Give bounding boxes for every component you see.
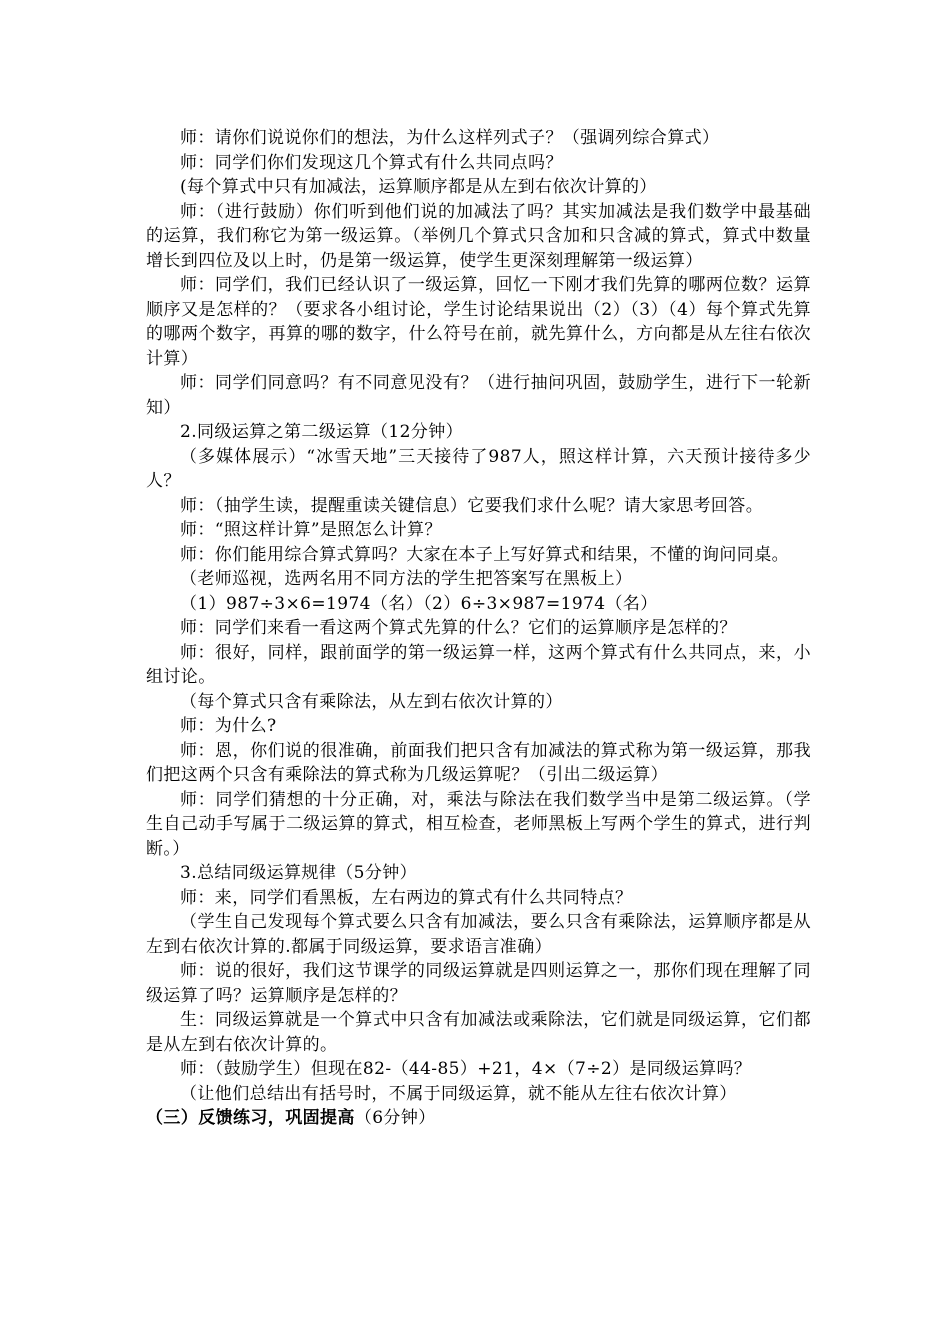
section-subtitle: 2.同级运算之第二级运算（12分钟） (180, 422, 464, 442)
paragraph: 师：同学们你们发现这几个算式有什么共同点吗？ (180, 152, 563, 173)
paragraph: 师：“照这样计算”是照怎么计算？ (180, 520, 442, 540)
paragraph: （学生自己发现每个算式要么只含有加减法，要么只含有乘除法，运算顺序都是从左到右依次计算的.都属于同级运算，要求语言准确） (146, 912, 811, 957)
paragraph: 生：同级运算就是一个算式中只含有加减法或乘除法，它们就是同级运算，它们都是从左到右依次计算的。 (146, 1010, 811, 1055)
paragraph: 师：同学们猜想的十分正确，对，乘法与除法在我们数学当中是第二级运算。（学生自己动手写属于二级运算的算式，相互检查，老师黑板上写两个学生的算式，进行判断。） (146, 789, 811, 859)
paragraph: (每个算式中只有加减法，运算顺序都是从左到右依次计算的） (180, 177, 657, 197)
paragraph: 师：说的很好，我们这节课学的同级运算就是四则运算之一，那你们现在理解了同级运算了吗？运算顺序是怎样的？ (146, 961, 811, 1006)
paragraph: 师：同学们同意吗？有不同意见没有？（进行抽问巩固，鼓励学生，进行下一轮新知） (146, 373, 811, 418)
paragraph: 师：你们能用综合算式算吗？大家在本子上写好算式和结果，不懂的询问同桌。 (180, 544, 789, 565)
paragraph: 师：（抽学生读，提醒重读关键信息）它要我们求什么呢？请大家思考回答。 (180, 495, 764, 516)
paragraph: （老师巡视，选两名用不同方法的学生把答案写在黑板上） (180, 569, 633, 589)
paragraph: 师：（鼓励学生）但现在82-（44-85）+21，4×（7÷2）是同级运算吗？ (180, 1059, 752, 1079)
section-heading-bold: （三）反馈练习，巩固提高 (146, 1108, 355, 1128)
paragraph: 师：请你们说说你们的想法，为什么这样列式子？（强调列综合算式） (180, 128, 720, 148)
paragraph: （多媒体展示）“冰雪天地”三天接待了987人，照这样计算，六天预计接待多少人？ (146, 446, 811, 491)
lesson-plan-body (146, 126, 811, 1131)
paragraph: 师：同学们来看一看这两个算式先算的什么？它们的运算顺序是怎样的？ (180, 618, 737, 638)
paragraph: 师：同学们，我们已经认识了一级运算，回忆一下刚才我们先算的哪两位数？运算顺序又是怎样的？（要求各小组讨论，学生讨论结果说出（2）（3）（4）每个算式先算的哪两个数字，再算的哪的数字，什么符号在前，就先算什么，方向都是从左往右依次计算） (146, 275, 811, 369)
formula-line: （1）987÷3×6=1974（名）（2）6÷3×987=1974（名） (180, 593, 658, 614)
paragraph: 师：恩，你们说的很准确，前面我们把只含有加减法的算式称为第一级运算，那我们把这两个只含有乘除法的算式称为几级运算呢？（引出二级运算） (146, 740, 811, 785)
paragraph: 师：很好，同样，跟前面学的第一级运算一样，这两个算式有什么共同点，来，小组讨论。 (146, 642, 811, 687)
paragraph: （让他们总结出有括号时，不属于同级运算，就不能从左往右依次计算） (180, 1083, 737, 1104)
section-heading-duration: （6分钟） (354, 1108, 436, 1128)
paragraph: 师：为什么? (180, 716, 277, 736)
paragraph: 师：来，同学们看黑板，左右两边的算式有什么共同特点？ (180, 887, 633, 908)
section-subtitle: 3.总结同级运算规律（5分钟） (180, 863, 418, 883)
section-heading (146, 1106, 811, 1131)
paragraph: 师：（进行鼓励）你们听到他们说的加减法了吗？其实加减法是我们数学中最基础的运算，我们称它为第一级运算。（举例几个算式只含加和只含减的算式，算式中数量增长到四位及以上时，仍是第一级运算，使学生更深刻理解第一级运算） (146, 201, 811, 271)
paragraph: （每个算式只含有乘除法，从左到右依次计算的） (180, 691, 563, 712)
